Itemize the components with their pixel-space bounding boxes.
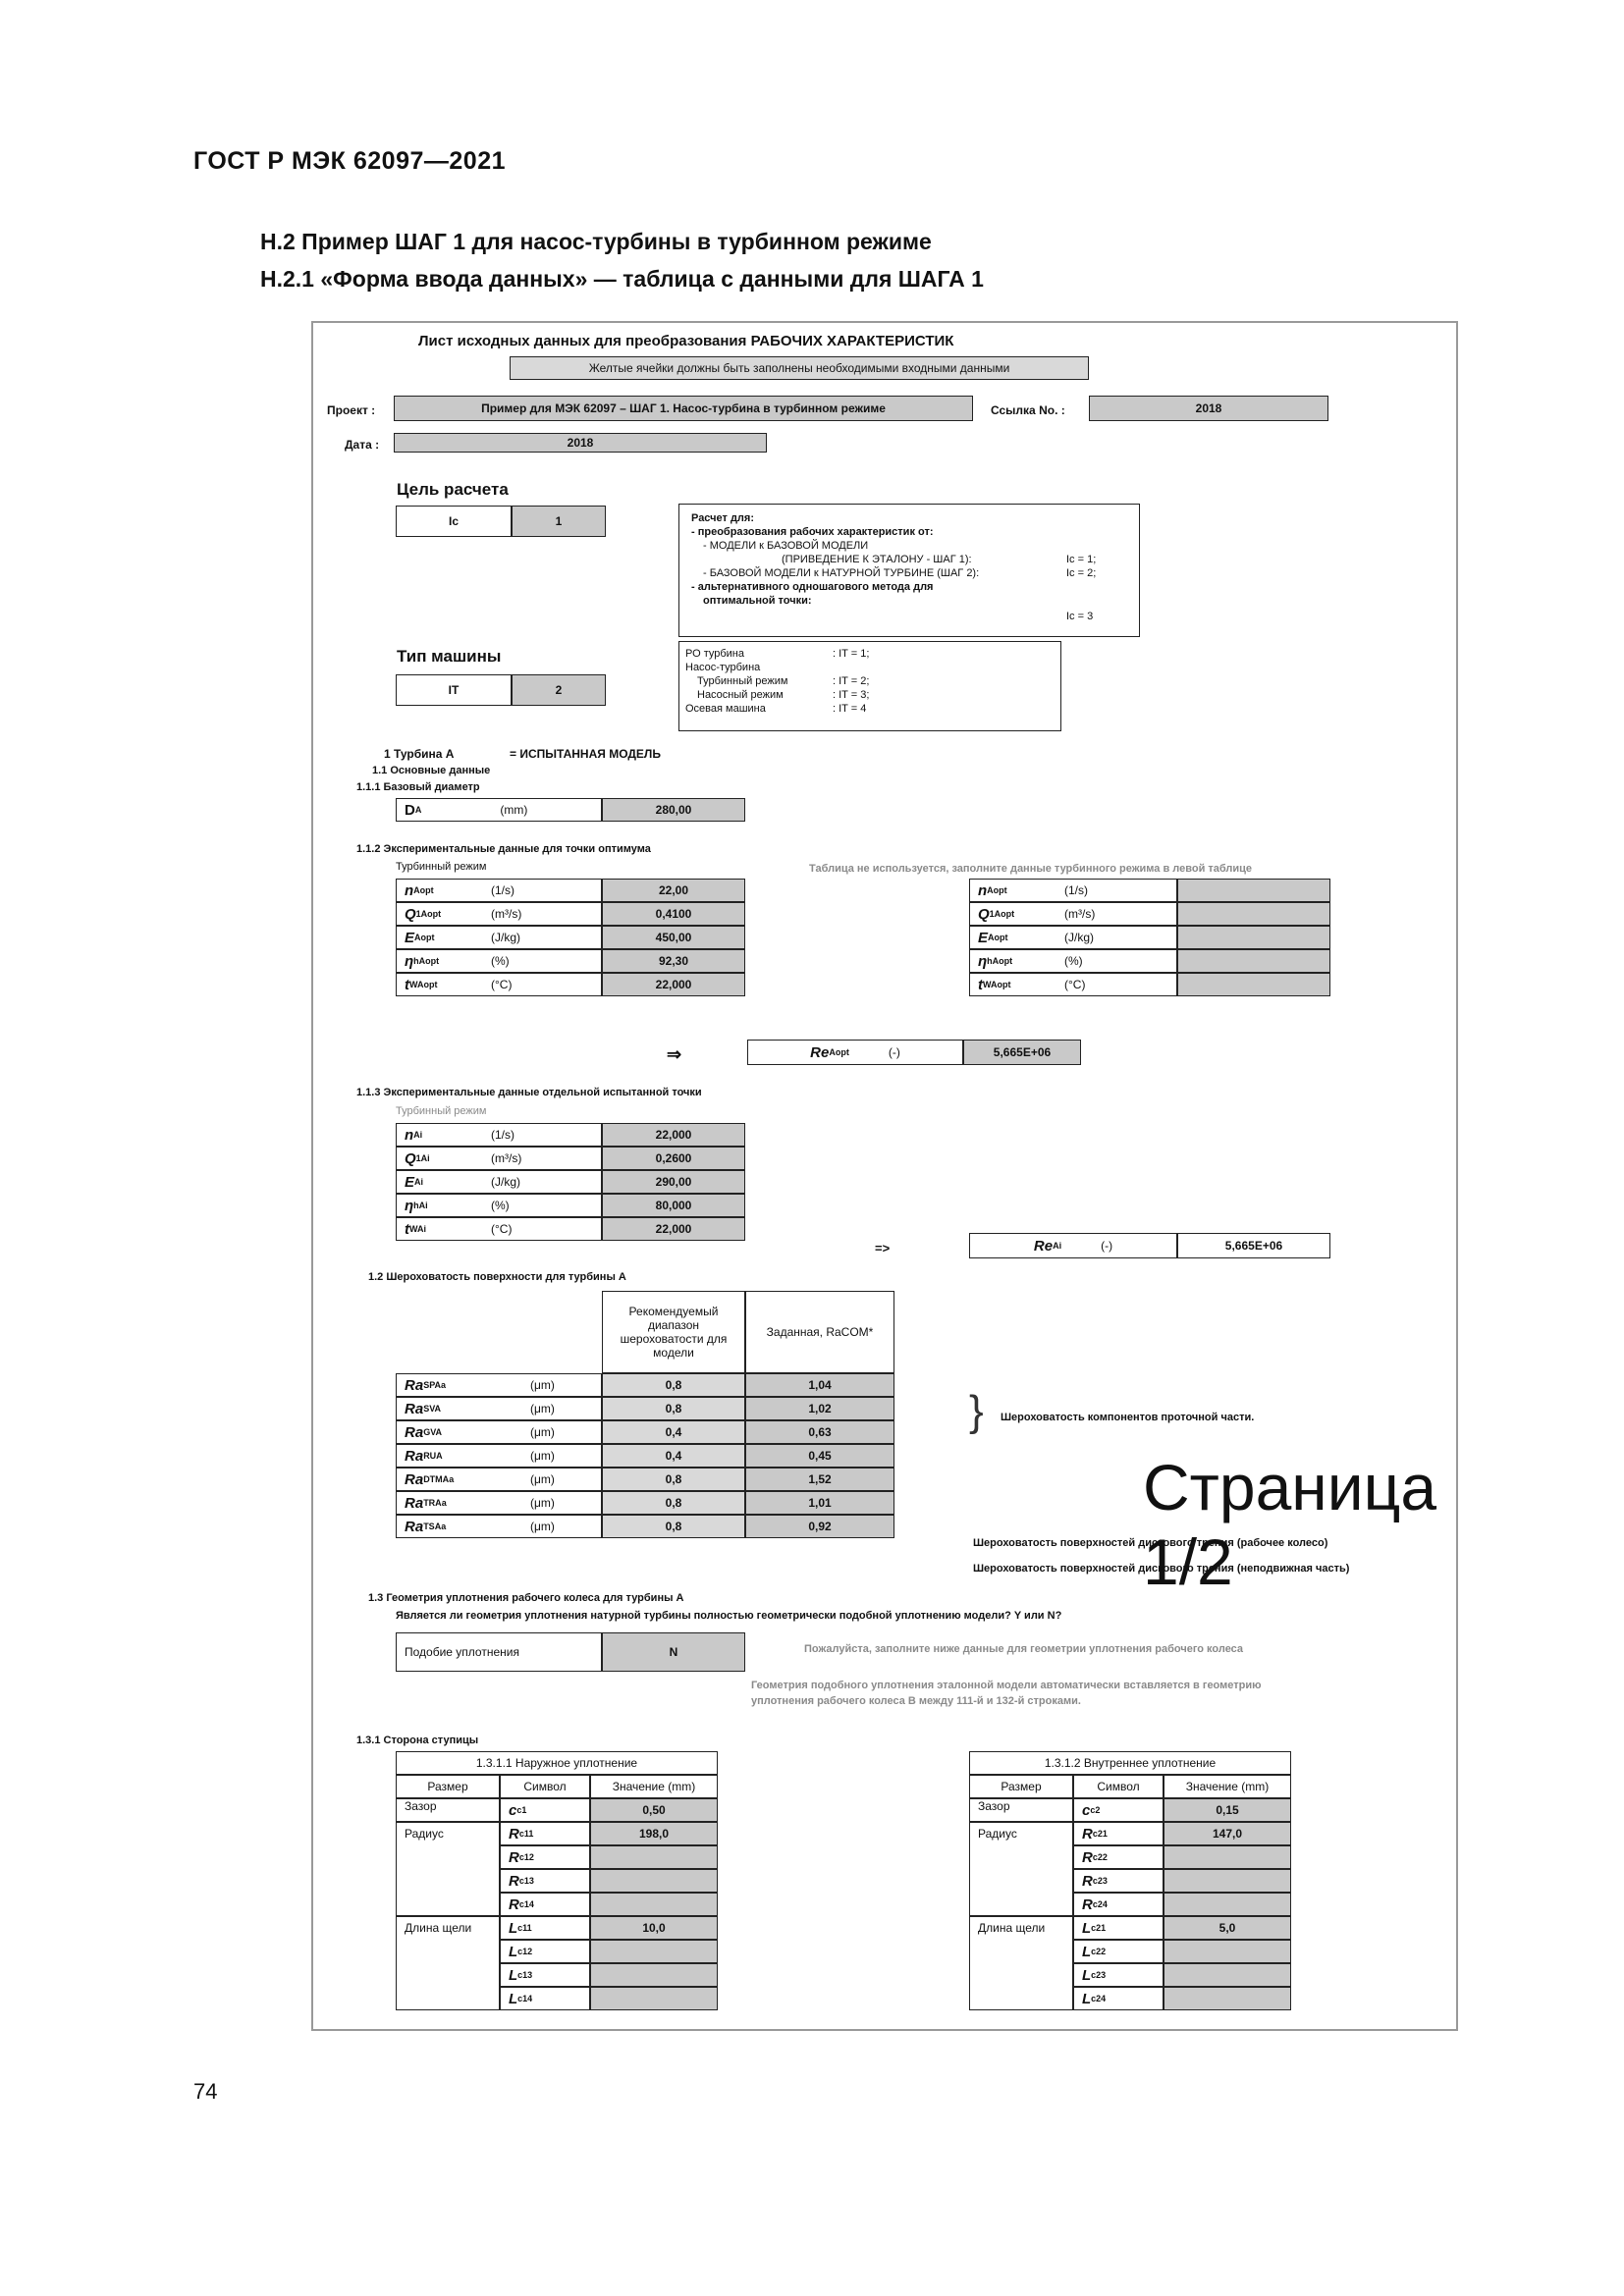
unused-row-value[interactable] bbox=[1177, 902, 1330, 926]
opt-row-value[interactable]: 0,4100 bbox=[602, 902, 745, 926]
seal-row-symbol bbox=[500, 1893, 590, 1916]
da-unit: (mm) bbox=[500, 803, 528, 817]
rough-row-recommended: 0,4 bbox=[602, 1444, 745, 1468]
symbol-subscript: Aopt bbox=[413, 885, 434, 895]
arrow-ai: => bbox=[875, 1241, 891, 1255]
sheet-title: Лист исходных данных для преобразования РАБОЧИХ ХАРАКТЕРИСТИК bbox=[418, 333, 954, 349]
rough-row-recommended: 0,4 bbox=[602, 1420, 745, 1444]
project-field[interactable]: Пример для МЭК 62097 – ШАГ 1. Насос-турбина в турбинном режиме bbox=[394, 396, 973, 421]
opt-row-value[interactable]: 22,00 bbox=[602, 879, 745, 902]
symbol-subscript: TSA bbox=[423, 1522, 442, 1531]
unit: (μm) bbox=[530, 1520, 555, 1533]
unused-row-symbol bbox=[969, 973, 1177, 996]
symbol-superscript: a bbox=[441, 1380, 447, 1390]
unit: (%) bbox=[491, 1199, 510, 1212]
seal-row-symbol bbox=[500, 1869, 590, 1893]
symbol: E bbox=[405, 929, 415, 946]
unused-row-symbol bbox=[969, 902, 1177, 926]
project-label: Проект : bbox=[327, 403, 376, 417]
symbol-subscript: DTMA bbox=[423, 1474, 450, 1484]
symbol-subscript: c2 bbox=[1090, 1805, 1101, 1815]
unused-row-value[interactable] bbox=[1177, 973, 1330, 996]
calc-line: (ПРИВЕДЕНИЕ К ЭТАЛОНУ - ШАГ 1): bbox=[782, 554, 972, 565]
re-opt-unit: (-) bbox=[888, 1045, 900, 1059]
machine-title: Тип машины bbox=[397, 647, 502, 666]
seal-row-symbol bbox=[500, 1940, 590, 1963]
symbol: Ra bbox=[405, 1470, 424, 1488]
symbol-subscript: WAopt bbox=[983, 980, 1011, 989]
unit: (m³/s) bbox=[1064, 907, 1096, 921]
unit: (1/s) bbox=[491, 1128, 514, 1142]
rough-row-symbol bbox=[396, 1373, 602, 1397]
da-symbol-cell bbox=[396, 798, 602, 822]
seal-row-symbol bbox=[1073, 1798, 1164, 1822]
point-row-value[interactable]: 290,00 bbox=[602, 1170, 745, 1194]
rough-row-symbol bbox=[396, 1397, 602, 1420]
symbol-subscript: Aopt bbox=[414, 933, 435, 942]
symbol-subscript: c22 bbox=[1091, 1947, 1107, 1956]
symbol-subscript: Aopt bbox=[988, 933, 1008, 942]
goal-title: Цель расчета bbox=[397, 480, 509, 499]
calc-line: Расчет для: bbox=[691, 512, 754, 524]
symbol-subscript: hAopt bbox=[987, 956, 1013, 966]
date-label: Дата : bbox=[345, 438, 380, 452]
symbol-subscript: WAopt bbox=[409, 980, 438, 989]
section-h21-title: Н.2.1 «Форма ввода данных» — таблица с данными для ШАГА 1 bbox=[260, 266, 984, 292]
symbol-subscript: TRA bbox=[423, 1498, 442, 1508]
re-ai-sub: Ai bbox=[1053, 1241, 1062, 1251]
unused-row-value[interactable] bbox=[1177, 949, 1330, 973]
re-opt-symbol: Re bbox=[810, 1043, 830, 1061]
rough-row-recommended: 0,8 bbox=[602, 1373, 745, 1397]
machine-code: : IT = 1; bbox=[833, 648, 870, 660]
rough-note-2: Шероховатость поверхностей дискового трения (рабочее колесо) bbox=[973, 1537, 1328, 1549]
seal-row-value[interactable]: 0,15 bbox=[1164, 1798, 1291, 1822]
seal-row-value[interactable] bbox=[590, 1845, 718, 1869]
point-row-value[interactable]: 22,000 bbox=[602, 1217, 745, 1241]
unit: (m³/s) bbox=[491, 907, 522, 921]
symbol: Ra bbox=[405, 1400, 424, 1417]
seal-col-size: Размер bbox=[969, 1775, 1073, 1798]
rough-row-value[interactable]: 1,04 bbox=[745, 1373, 894, 1397]
seal-row-symbol bbox=[500, 1963, 590, 1987]
symbol-subscript: c12 bbox=[517, 1947, 533, 1956]
unit: (μm) bbox=[530, 1425, 555, 1439]
symbol: R bbox=[509, 1872, 519, 1890]
turbine-mode-label: Турбинный режим bbox=[396, 861, 487, 873]
symbol-subscript: c14 bbox=[518, 1899, 534, 1909]
calc-line: - МОДЕЛИ к БАЗОВОЙ МОДЕЛИ bbox=[703, 540, 869, 552]
symbol-subscript: WAi bbox=[409, 1224, 426, 1234]
unit: (J/kg) bbox=[491, 931, 520, 944]
section-1-3: 1.3 Геометрия уплотнения рабочего колеса для турбины А bbox=[368, 1592, 684, 1604]
symbol-subscript: c22 bbox=[1092, 1852, 1108, 1862]
rough-row-symbol bbox=[396, 1491, 602, 1515]
seal-row-symbol bbox=[1073, 1940, 1164, 1963]
machine-line: Осевая машина bbox=[685, 703, 766, 715]
machine-line: Насос-турбина bbox=[685, 662, 761, 673]
symbol: t bbox=[405, 976, 409, 993]
rough-row-symbol bbox=[396, 1444, 602, 1468]
symbol: Q bbox=[978, 905, 990, 923]
unit: (μm) bbox=[530, 1496, 555, 1510]
symbol: L bbox=[1082, 1966, 1092, 1984]
seal-row-value[interactable] bbox=[1164, 1845, 1291, 1869]
calc-line: оптимальной точки: bbox=[703, 595, 812, 607]
symbol: n bbox=[405, 881, 414, 899]
symbol: Ra bbox=[405, 1423, 424, 1441]
symbol: Q bbox=[405, 1149, 416, 1167]
rough-row-symbol bbox=[396, 1468, 602, 1491]
symbol-subscript: c21 bbox=[1092, 1829, 1108, 1839]
page-number: 74 bbox=[193, 2079, 218, 2104]
section-1-1-2: 1.1.2 Экспериментальные данные для точки оптимума bbox=[356, 843, 651, 855]
machine-field[interactable]: 2 bbox=[512, 674, 606, 706]
yellow-cells-note: Желтые ячейки должны быть заполнены необходимыми входными данными bbox=[510, 356, 1089, 380]
seal-col-value: Значение (mm) bbox=[590, 1775, 718, 1798]
symbol-subscript: 1Ai bbox=[415, 1153, 430, 1163]
da-subscript: A bbox=[414, 805, 422, 815]
opt-row-value[interactable]: 22,000 bbox=[602, 973, 745, 996]
reference-label: Ссылка No. : bbox=[991, 403, 1065, 417]
symbol: R bbox=[509, 1848, 519, 1866]
seal-field[interactable]: N bbox=[602, 1632, 745, 1672]
seal-row-symbol bbox=[1073, 1893, 1164, 1916]
symbol: L bbox=[509, 1990, 518, 2007]
unit: (μm) bbox=[530, 1472, 555, 1486]
section-h2-title: Н.2 Пример ШАГ 1 для насос-турбины в турбинном режиме bbox=[260, 229, 932, 254]
symbol-subscript: c11 bbox=[517, 1923, 532, 1933]
symbol: n bbox=[405, 1126, 414, 1144]
unit: (%) bbox=[491, 954, 510, 968]
machine-line: Насосный режим bbox=[697, 689, 784, 701]
opt-row-symbol bbox=[396, 902, 602, 926]
point-row-symbol bbox=[396, 1147, 602, 1170]
point-row-symbol bbox=[396, 1170, 602, 1194]
seal-row-value[interactable] bbox=[1164, 1940, 1291, 1963]
rough-row-value[interactable]: 1,01 bbox=[745, 1491, 894, 1515]
symbol-subscript: c24 bbox=[1092, 1899, 1108, 1909]
unit: (m³/s) bbox=[491, 1151, 522, 1165]
unit: (J/kg) bbox=[1064, 931, 1094, 944]
symbol: L bbox=[509, 1919, 518, 1937]
machine-code: : IT = 3; bbox=[833, 689, 870, 701]
unused-row-symbol bbox=[969, 949, 1177, 973]
symbol: n bbox=[978, 881, 988, 899]
symbol: R bbox=[1082, 1825, 1093, 1842]
symbol-superscript: a bbox=[441, 1522, 447, 1531]
unit: (μm) bbox=[530, 1378, 555, 1392]
seal-row-value[interactable] bbox=[1164, 1987, 1291, 2010]
seal-row-value[interactable]: 5,0 bbox=[1164, 1916, 1291, 1940]
da-field[interactable]: 280,00 bbox=[602, 798, 745, 822]
seal-row-value[interactable]: 10,0 bbox=[590, 1916, 718, 1940]
seal-row-symbol bbox=[1073, 1987, 1164, 2010]
opt-row-value[interactable]: 450,00 bbox=[602, 926, 745, 949]
seal-note-2b: уплотнения рабочего колеса В между 111-й и 132-й строками. bbox=[751, 1695, 1081, 1707]
symbol-subscript: 1Aopt bbox=[415, 909, 442, 919]
unit: (μm) bbox=[530, 1402, 555, 1415]
rough-row-recommended: 0,8 bbox=[602, 1491, 745, 1515]
seal-group-length: Длина щели bbox=[969, 1916, 1073, 2010]
page-stamp: Страница 1/2 bbox=[1143, 1451, 1437, 1598]
calc-line: - БАЗОВОЙ МОДЕЛИ к НАТУРНОЙ ТУРБИНЕ (ШАГ 2): bbox=[703, 567, 980, 579]
calc-line: - преобразования рабочих характеристик от: bbox=[691, 526, 934, 538]
opt-row-symbol bbox=[396, 879, 602, 902]
symbol: Ra bbox=[405, 1376, 424, 1394]
date-field[interactable]: 2018 bbox=[394, 433, 767, 453]
opt-row-symbol bbox=[396, 973, 602, 996]
symbol: R bbox=[509, 1825, 519, 1842]
seal-group-length: Длина щели bbox=[396, 1916, 500, 2010]
opt-row-value[interactable]: 92,30 bbox=[602, 949, 745, 973]
seal-col-symbol: Символ bbox=[1073, 1775, 1164, 1798]
re-opt-value: 5,665E+06 bbox=[963, 1040, 1081, 1065]
seal-row-value[interactable] bbox=[590, 1893, 718, 1916]
symbol: E bbox=[405, 1173, 415, 1191]
symbol: L bbox=[1082, 1943, 1092, 1960]
reference-field[interactable]: 2018 bbox=[1089, 396, 1328, 421]
re-ai-symbol: Re bbox=[1033, 1237, 1054, 1255]
seal-row-symbol bbox=[500, 1798, 590, 1822]
symbol: t bbox=[978, 976, 983, 993]
turbine-a-heading: 1 Турбина А bbox=[384, 747, 455, 761]
table-unused-note: Таблица не используется, заполните данные турбинного режима в левой таблице bbox=[809, 863, 1253, 875]
symbol-subscript: Ai bbox=[414, 1177, 424, 1187]
symbol-subscript: hAi bbox=[413, 1201, 428, 1210]
machine-key: IT bbox=[396, 674, 512, 706]
seal-row-value[interactable]: 147,0 bbox=[1164, 1822, 1291, 1845]
rough-row-value[interactable]: 0,63 bbox=[745, 1420, 894, 1444]
symbol: c bbox=[1082, 1801, 1091, 1819]
symbol: L bbox=[509, 1943, 518, 1960]
rough-row-symbol bbox=[396, 1420, 602, 1444]
rough-recommended-header: Рекомендуемый диапазон шероховатости для модели bbox=[602, 1291, 745, 1373]
symbol-subscript: SVA bbox=[423, 1404, 442, 1414]
rough-note-1: Шероховатость компонентов проточной части. bbox=[1001, 1412, 1255, 1423]
seal-row-value[interactable] bbox=[590, 1940, 718, 1963]
seal-group-gap: Зазор bbox=[396, 1798, 500, 1822]
symbol-subscript: SPA bbox=[423, 1380, 442, 1390]
section-1-3-1: 1.3.1 Сторона ступицы bbox=[356, 1735, 479, 1746]
seal-row-value[interactable] bbox=[590, 1869, 718, 1893]
symbol: c bbox=[509, 1801, 517, 1819]
point-row-symbol bbox=[396, 1194, 602, 1217]
point-row-symbol bbox=[396, 1217, 602, 1241]
arrow-opt: ⇒ bbox=[667, 1044, 682, 1064]
unit: (°C) bbox=[491, 978, 513, 991]
seal-row-value[interactable] bbox=[590, 1987, 718, 2010]
seal-row-value[interactable]: 198,0 bbox=[590, 1822, 718, 1845]
rough-row-recommended: 0,8 bbox=[602, 1468, 745, 1491]
seal-row-value[interactable] bbox=[1164, 1893, 1291, 1916]
seal-note-1: Пожалуйста, заполните ниже данные для геометрии уплотнения рабочего колеса bbox=[804, 1643, 1244, 1655]
point-row-value[interactable]: 80,000 bbox=[602, 1194, 745, 1217]
seal-col-size: Размер bbox=[396, 1775, 500, 1798]
rough-given-header: Заданная, RaCOM* bbox=[745, 1291, 894, 1373]
symbol-subscript: c23 bbox=[1092, 1876, 1108, 1886]
turbine-a-equals: = ИСПЫТАННАЯ МОДЕЛЬ bbox=[510, 747, 661, 761]
seal-row-value[interactable] bbox=[590, 1963, 718, 1987]
unit: (μm) bbox=[530, 1449, 555, 1463]
symbol-subscript: hAopt bbox=[413, 956, 440, 966]
standard-header: ГОСТ Р МЭК 62097—2021 bbox=[193, 147, 507, 175]
rough-row-recommended: 0,8 bbox=[602, 1397, 745, 1420]
symbol: Ra bbox=[405, 1447, 424, 1465]
machine-line: Турбинный режим bbox=[697, 675, 788, 687]
seal-row-symbol bbox=[1073, 1845, 1164, 1869]
seal-row-symbol bbox=[500, 1987, 590, 2010]
calc-ic: Ic = 2; bbox=[1066, 567, 1097, 579]
seal-row-value[interactable] bbox=[1164, 1963, 1291, 1987]
symbol-subscript: c23 bbox=[1091, 1970, 1107, 1980]
symbol: R bbox=[1082, 1872, 1093, 1890]
calc-line: - альтернативного одношагового метода для bbox=[691, 581, 934, 593]
point-row-symbol bbox=[396, 1123, 602, 1147]
unused-row-symbol bbox=[969, 879, 1177, 902]
symbol: L bbox=[1082, 1919, 1092, 1937]
symbol-subscript: c12 bbox=[518, 1852, 534, 1862]
opt-row-symbol bbox=[396, 949, 602, 973]
seal-question: Является ли геометрия уплотнения натурной турбины полностью геометрически подобной уплотнению модели? Y или N? bbox=[396, 1610, 1062, 1622]
re-opt-sub: Aopt bbox=[829, 1047, 849, 1057]
seal-label: Подобие уплотнения bbox=[396, 1632, 602, 1672]
symbol: t bbox=[405, 1220, 409, 1238]
unit: (1/s) bbox=[491, 883, 514, 897]
seal-row-symbol bbox=[500, 1822, 590, 1845]
rough-row-recommended: 0,8 bbox=[602, 1515, 745, 1538]
rough-row-value[interactable]: 1,02 bbox=[745, 1397, 894, 1420]
goal-key: Ic bbox=[396, 506, 512, 537]
section-1-1-1: 1.1.1 Базовый диаметр bbox=[356, 781, 480, 793]
symbol: Ra bbox=[405, 1494, 424, 1512]
section-1-1-3: 1.1.3 Экспериментальные данные отдельной испытанной точки bbox=[356, 1087, 702, 1098]
symbol-subscript: c13 bbox=[517, 1970, 533, 1980]
re-ai-cell bbox=[969, 1233, 1177, 1258]
seal-row-symbol bbox=[1073, 1963, 1164, 1987]
unused-row-value[interactable] bbox=[1177, 926, 1330, 949]
seal-col-symbol: Символ bbox=[500, 1775, 590, 1798]
calc-legend-box bbox=[678, 504, 1140, 637]
machine-legend-box bbox=[678, 641, 1061, 731]
symbol: η bbox=[405, 952, 414, 970]
opt-row-symbol bbox=[396, 926, 602, 949]
seal-row-symbol bbox=[1073, 1869, 1164, 1893]
symbol-subscript: c13 bbox=[518, 1876, 534, 1886]
symbol: η bbox=[978, 952, 988, 970]
re-ai-value: 5,665E+06 bbox=[1177, 1233, 1330, 1258]
seal-table-title: 1.3.1.1 Наружное уплотнение bbox=[396, 1751, 718, 1775]
da-symbol: D bbox=[405, 801, 415, 819]
machine-line: РО турбина bbox=[685, 648, 745, 660]
unit: (1/s) bbox=[1064, 883, 1088, 897]
symbol-subscript: RUA bbox=[423, 1451, 443, 1461]
seal-note-2a: Геометрия подобного уплотнения эталонной модели автоматически вставляется в геометрию bbox=[751, 1680, 1262, 1691]
seal-col-value: Значение (mm) bbox=[1164, 1775, 1291, 1798]
unit: (°C) bbox=[491, 1222, 513, 1236]
machine-code: : IT = 4 bbox=[833, 703, 867, 715]
symbol-subscript: GVA bbox=[423, 1427, 443, 1437]
symbol-subscript: c21 bbox=[1091, 1923, 1107, 1933]
unit: (%) bbox=[1064, 954, 1083, 968]
symbol: E bbox=[978, 929, 989, 946]
symbol-subscript: Ai bbox=[413, 1130, 423, 1140]
unit: (°C) bbox=[1064, 978, 1086, 991]
point-row-value[interactable]: 22,000 bbox=[602, 1123, 745, 1147]
symbol-subscript: c11 bbox=[518, 1829, 534, 1839]
rough-row-value[interactable]: 0,45 bbox=[745, 1444, 894, 1468]
symbol-subscript: c1 bbox=[516, 1805, 527, 1815]
rough-row-symbol bbox=[396, 1515, 602, 1538]
symbol-subscript: c24 bbox=[1091, 1994, 1107, 2003]
machine-code: : IT = 2; bbox=[833, 675, 870, 687]
symbol: R bbox=[509, 1896, 519, 1913]
symbol: L bbox=[1082, 1990, 1092, 2007]
data-input-sheet bbox=[311, 321, 1458, 2031]
seal-group-radius: Радиус bbox=[969, 1822, 1073, 1916]
calc-ic: Ic = 1; bbox=[1066, 554, 1097, 565]
symbol-superscript: a bbox=[441, 1498, 447, 1508]
seal-row-symbol bbox=[500, 1845, 590, 1869]
symbol-subscript: c14 bbox=[517, 1994, 533, 2003]
symbol: R bbox=[1082, 1848, 1093, 1866]
seal-row-value[interactable] bbox=[1164, 1869, 1291, 1893]
unused-row-value[interactable] bbox=[1177, 879, 1330, 902]
seal-group-radius: Радиус bbox=[396, 1822, 500, 1916]
symbol: R bbox=[1082, 1896, 1093, 1913]
seal-row-symbol bbox=[1073, 1916, 1164, 1940]
turbine-mode-label-2: Турбинный режим bbox=[396, 1105, 487, 1117]
seal-group-gap: Зазор bbox=[969, 1798, 1073, 1822]
symbol: Q bbox=[405, 905, 416, 923]
brace-icon: } bbox=[969, 1387, 984, 1435]
seal-row-symbol bbox=[500, 1916, 590, 1940]
point-row-value[interactable]: 0,2600 bbox=[602, 1147, 745, 1170]
symbol: η bbox=[405, 1197, 414, 1214]
symbol-subscript: 1Aopt bbox=[989, 909, 1015, 919]
symbol: Ra bbox=[405, 1518, 424, 1535]
calc-ic: Ic = 3 bbox=[1066, 611, 1094, 622]
rough-row-value[interactable]: 0,92 bbox=[745, 1515, 894, 1538]
section-1-1: 1.1 Основные данные bbox=[372, 765, 491, 776]
seal-row-symbol bbox=[1073, 1822, 1164, 1845]
rough-note-3: Шероховатость поверхностей дискового трения (неподвижная часть) bbox=[973, 1563, 1350, 1575]
unused-row-symbol bbox=[969, 926, 1177, 949]
symbol-subscript: Aopt bbox=[987, 885, 1007, 895]
unit: (J/kg) bbox=[491, 1175, 520, 1189]
re-ai-unit: (-) bbox=[1101, 1239, 1113, 1253]
goal-field[interactable]: 1 bbox=[512, 506, 606, 537]
section-1-2: 1.2 Шероховатость поверхности для турбины А bbox=[368, 1271, 626, 1283]
symbol: L bbox=[509, 1966, 518, 1984]
re-opt-cell bbox=[747, 1040, 963, 1065]
seal-row-value[interactable]: 0,50 bbox=[590, 1798, 718, 1822]
symbol-superscript: a bbox=[449, 1474, 455, 1484]
seal-table-title: 1.3.1.2 Внутреннее уплотнение bbox=[969, 1751, 1291, 1775]
rough-row-value[interactable]: 1,52 bbox=[745, 1468, 894, 1491]
